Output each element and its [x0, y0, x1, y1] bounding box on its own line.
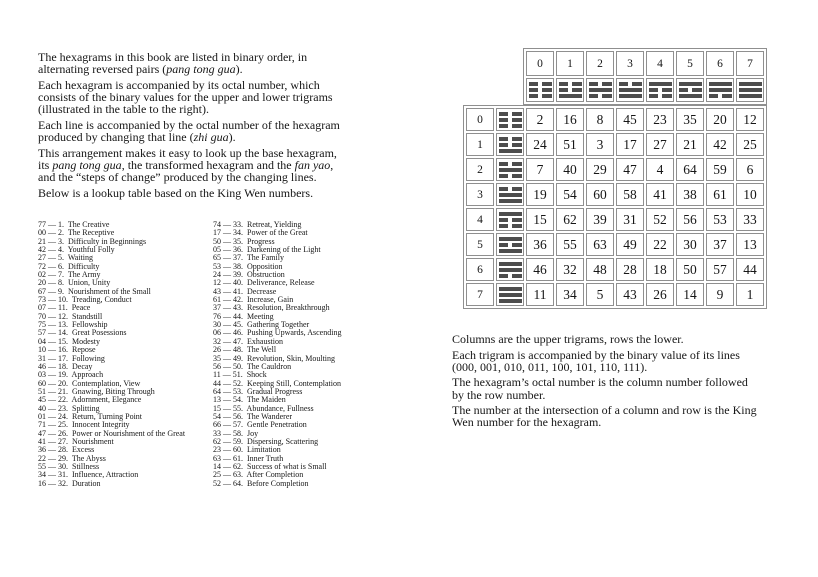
- table-caption-text: [452, 333, 800, 432]
- hexagram-list-item: 00 — 2. The Receptive: [38, 228, 115, 238]
- hexagram-list-item: 60 — 20. Contemplation, View: [38, 378, 141, 388]
- paragraph: Each hexagram is accompanied by its octal number, which consists of the binary values for the upper and lower trigrams (illustrated in the table to the right).: [38, 77, 333, 117]
- king-wen-cell: 32: [556, 258, 584, 281]
- hexagram-list-item: 36 — 28. Excess: [38, 445, 95, 455]
- row-trigram-5: [496, 233, 524, 256]
- trigram-icon: [499, 262, 522, 278]
- hexagram-list-item: 66 — 57. Gentle Penetration: [213, 420, 307, 430]
- paragraph: Each trigram is accompanied by the binary value of its lines (000, 001, 010, 011, 100, 101, 110, 111).: [452, 347, 740, 374]
- paragraph: Below is a lookup table based on the King Wen numbers.: [38, 185, 314, 200]
- hexagram-list-item: 64 — 53. Gradual Progress: [213, 386, 303, 396]
- trigram-icon: [709, 82, 732, 98]
- hexagram-list-item: 74 — 33. Retreat, Yielding: [213, 220, 302, 229]
- column-trigram-5: [676, 78, 704, 102]
- king-wen-cell: 49: [616, 233, 644, 256]
- hexagram-list-item: 63 — 61. Inner Truth: [213, 453, 284, 463]
- king-wen-cell: 48: [586, 258, 614, 281]
- king-wen-cell: 8: [586, 108, 614, 131]
- trigram-icon: [589, 82, 612, 98]
- hexagram-list-item: 42 — 4. Youthful Folly: [38, 245, 115, 255]
- hexagram-list-item: 02 — 7. The Army: [38, 270, 101, 280]
- king-wen-cell: 47: [616, 158, 644, 181]
- row-trigram-6: [496, 258, 524, 281]
- king-wen-cell: 41: [646, 183, 674, 206]
- hexagram-list-item: 72 — 6. Difficulty: [38, 261, 100, 271]
- king-wen-cell: 33: [736, 208, 764, 231]
- king-wen-cell: 34: [556, 283, 584, 306]
- upper-trigram-header: [523, 48, 767, 105]
- king-wen-body: [463, 105, 767, 309]
- trigram-icon: [499, 287, 522, 303]
- column-trigram-1: [556, 78, 584, 102]
- king-wen-cell: 60: [586, 183, 614, 206]
- king-wen-cell: 6: [736, 158, 764, 181]
- hexagram-list-item: 15 — 55. Abundance, Fullness: [213, 403, 314, 413]
- column-trigram-0: [526, 78, 554, 102]
- row-trigram-1: [496, 133, 524, 156]
- king-wen-cell: 12: [736, 108, 764, 131]
- hexagram-list-item: 37 — 43. Resolution, Breakthrough: [213, 303, 330, 313]
- king-wen-cell: 19: [526, 183, 554, 206]
- row-trigram-4: [496, 208, 524, 231]
- king-wen-cell: 45: [616, 108, 644, 131]
- king-wen-cell: 24: [526, 133, 554, 156]
- hexagram-list-item: 41 — 27. Nourishment: [38, 436, 114, 446]
- hexagram-list-item: 52 — 64. Before Completion: [213, 478, 309, 488]
- column-header-7: 7: [736, 51, 764, 76]
- king-wen-cell: 46: [526, 258, 554, 281]
- hexagram-list-item: 07 — 11. Peace: [38, 303, 91, 313]
- row-header-6: 6: [466, 258, 494, 281]
- king-wen-cell: 29: [586, 158, 614, 181]
- column-header-4: 4: [646, 51, 674, 76]
- hexagram-list-item: 30 — 45. Gathering Together: [213, 320, 310, 330]
- column-header-2: 2: [586, 51, 614, 76]
- hexagram-list-item: 51 — 21. Gnawing, Biting Through: [38, 386, 155, 396]
- hexagram-list-item: 65 — 37. The Family: [213, 253, 284, 263]
- hexagram-list-item: 32 — 47. Exhaustion: [213, 336, 283, 346]
- trigram-icon: [499, 112, 522, 128]
- king-wen-cell: 35: [676, 108, 704, 131]
- hexagram-list-item: 04 — 15. Modesty: [38, 336, 100, 346]
- trigram-icon: [499, 162, 522, 178]
- row-header-3: 3: [466, 183, 494, 206]
- trigram-icon: [649, 82, 672, 98]
- king-wen-cell: 15: [526, 208, 554, 231]
- king-wen-cell: 54: [556, 183, 584, 206]
- king-wen-cell: 43: [616, 283, 644, 306]
- king-wen-cell: 44: [736, 258, 764, 281]
- hexagram-list-item: 57 — 14. Great Posessions: [38, 328, 127, 338]
- king-wen-cell: 64: [676, 158, 704, 181]
- row-header-5: 5: [466, 233, 494, 256]
- king-wen-cell: 30: [676, 233, 704, 256]
- king-wen-cell: 5: [586, 283, 614, 306]
- king-wen-cell: 37: [706, 233, 734, 256]
- king-wen-lookup-table: [463, 48, 767, 309]
- trigram-icon: [499, 237, 522, 253]
- column-header-5: 5: [676, 51, 704, 76]
- king-wen-cell: 50: [676, 258, 704, 281]
- hexagram-list-item: 61 — 42. Increase, Gain: [213, 295, 294, 305]
- king-wen-cell: 23: [646, 108, 674, 131]
- row-trigram-3: [496, 183, 524, 206]
- column-trigram-4: [646, 78, 674, 102]
- column-trigram-6: [706, 78, 734, 102]
- hexagram-list-item: 21 — 3. Difficulty in Beginnings: [38, 236, 147, 246]
- paragraph: This arrangement makes it easy to look up the base hexagram, its pang tong gua, the transformed hexagram and the fan yao, and the “steps of change” produced by the changing lines.: [38, 145, 337, 184]
- hexagram-list-item: 47 — 26. Power or Nourishment of the Great: [38, 428, 186, 438]
- king-wen-cell: 36: [526, 233, 554, 256]
- hexagram-list-item: 27 — 5. Waiting: [38, 253, 93, 263]
- row-header-0: 0: [466, 108, 494, 131]
- hexagram-list-item: 53 — 38. Opposition: [213, 261, 283, 271]
- paragraph: The number at the intersection of a column and row is the King Wen number for the hexagram.: [452, 403, 757, 430]
- hexagram-list-item: 67 — 9. Nourishment of the Small: [38, 286, 151, 296]
- hexagram-lookup-list: [38, 221, 341, 488]
- hexagram-list-item: 03 — 19. Approach: [38, 370, 104, 380]
- king-wen-cell: 59: [706, 158, 734, 181]
- king-wen-cell: 14: [676, 283, 704, 306]
- trigram-icon: [619, 82, 642, 98]
- king-wen-cell: 40: [556, 158, 584, 181]
- king-wen-cell: 31: [616, 208, 644, 231]
- hexagram-list-item: 75 — 13. Fellowship: [38, 320, 108, 330]
- paragraph: Each line is accompanied by the octal number of the hexagram produced by changing that line (zhi gua).: [38, 117, 340, 144]
- king-wen-cell: 52: [646, 208, 674, 231]
- left-intro-text: [38, 51, 462, 202]
- king-wen-cell: 61: [706, 183, 734, 206]
- king-wen-cell: 63: [586, 233, 614, 256]
- king-wen-cell: 11: [526, 283, 554, 306]
- king-wen-cell: 39: [586, 208, 614, 231]
- hexagram-list-item: 70 — 12. Standstill: [38, 311, 103, 321]
- trigram-icon: [499, 187, 522, 203]
- king-wen-cell: 21: [676, 133, 704, 156]
- king-wen-cell: 38: [676, 183, 704, 206]
- king-wen-cell: 3: [586, 133, 614, 156]
- hexagram-list-item: 40 — 23. Splitting: [38, 403, 100, 413]
- column-header-3: 3: [616, 51, 644, 76]
- trigram-icon: [559, 82, 582, 98]
- hexagram-list-item: 26 — 48. The Well: [213, 345, 277, 355]
- king-wen-cell: 1: [736, 283, 764, 306]
- king-wen-cell: 58: [616, 183, 644, 206]
- king-wen-cell: 20: [706, 108, 734, 131]
- king-wen-cell: 55: [556, 233, 584, 256]
- hexagram-list-item: 13 — 54. The Maiden: [213, 395, 286, 405]
- king-wen-cell: 10: [736, 183, 764, 206]
- hexagram-list-item: 20 — 8. Union, Unity: [38, 278, 111, 288]
- hexagram-list-item: 54 — 56. The Wanderer: [213, 411, 293, 421]
- hexagram-list-item: 22 — 29. The Abyss: [38, 453, 106, 463]
- king-wen-cell: 17: [616, 133, 644, 156]
- hexagram-list-item: 76 — 44. Meeting: [213, 311, 274, 321]
- row-trigram-0: [496, 108, 524, 131]
- hexagram-list-item: 06 — 46. Pushing Upwards, Ascending: [213, 328, 342, 338]
- hexagram-list-item: 50 — 35. Progress: [213, 236, 275, 246]
- row-header-4: 4: [466, 208, 494, 231]
- king-wen-cell: 56: [676, 208, 704, 231]
- hexagram-list-item: 05 — 36. Darkening of the Light: [213, 245, 321, 255]
- hexagram-list-column-1: [38, 221, 213, 488]
- hexagram-list-item: 45 — 22. Adornment, Elegance: [38, 395, 142, 405]
- king-wen-cell: 18: [646, 258, 674, 281]
- column-trigram-3: [616, 78, 644, 102]
- column-header-0: 0: [526, 51, 554, 76]
- king-wen-cell: 62: [556, 208, 584, 231]
- hexagram-list-item: 25 — 63. After Completion: [213, 470, 304, 480]
- trigram-icon: [499, 137, 522, 153]
- hexagram-list-item: 14 — 62. Success of what is Small: [213, 461, 327, 471]
- king-wen-cell: 51: [556, 133, 584, 156]
- king-wen-cell: 28: [616, 258, 644, 281]
- hexagram-list-item: 43 — 41. Decrease: [213, 286, 277, 296]
- hexagram-list-item: 56 — 50. The Cauldron: [213, 361, 292, 371]
- king-wen-cell: 53: [706, 208, 734, 231]
- hexagram-list-item: 12 — 40. Deliverance, Release: [213, 278, 315, 288]
- king-wen-cell: 4: [646, 158, 674, 181]
- hexagram-list-item: 73 — 10. Treading, Conduct: [38, 295, 132, 305]
- hexagram-list-item: 62 — 59. Dispersing, Scattering: [213, 436, 319, 446]
- king-wen-cell: 16: [556, 108, 584, 131]
- row-trigram-7: [496, 283, 524, 306]
- king-wen-cell: 9: [706, 283, 734, 306]
- hexagram-list-item: 44 — 52. Keeping Still, Contemplation: [213, 378, 341, 388]
- trigram-icon: [739, 82, 762, 98]
- hexagram-list-item: 11 — 51. Shock: [213, 370, 267, 380]
- hexagram-list-item: 31 — 17. Following: [38, 353, 105, 363]
- paragraph: The hexagram’s octal number is the column number followed by the row number.: [452, 375, 748, 402]
- hexagram-list-column-2: [213, 221, 341, 488]
- king-wen-cell: 26: [646, 283, 674, 306]
- column-trigram-2: [586, 78, 614, 102]
- king-wen-cell: 25: [736, 133, 764, 156]
- row-header-7: 7: [466, 283, 494, 306]
- hexagram-list-item: 16 — 32. Duration: [38, 478, 101, 488]
- row-trigram-2: [496, 158, 524, 181]
- king-wen-cell: 27: [646, 133, 674, 156]
- trigram-icon: [499, 212, 522, 228]
- king-wen-cell: 42: [706, 133, 734, 156]
- king-wen-cell: 13: [736, 233, 764, 256]
- trigram-icon: [679, 82, 702, 98]
- column-header-1: 1: [556, 51, 584, 76]
- column-trigram-7: [736, 78, 764, 102]
- trigram-icon: [529, 82, 552, 98]
- hexagram-list-item: 46 — 18. Decay: [38, 361, 93, 371]
- king-wen-cell: 7: [526, 158, 554, 181]
- hexagram-list-item: 17 — 34. Power of the Great: [213, 228, 308, 238]
- hexagram-list-item: 33 — 58. Joy: [213, 428, 259, 438]
- row-header-2: 2: [466, 158, 494, 181]
- hexagram-list-item: 35 — 49. Revolution, Skin, Moulting: [213, 353, 336, 363]
- hexagram-list-item: 55 — 30. Stillness: [38, 461, 100, 471]
- king-wen-cell: 57: [706, 258, 734, 281]
- king-wen-cell: 22: [646, 233, 674, 256]
- hexagram-list-item: 24 — 39. Obstruction: [213, 270, 285, 280]
- paragraph: Columns are the upper trigrams, rows the lower.: [452, 332, 684, 346]
- row-header-1: 1: [466, 133, 494, 156]
- hexagram-list-item: 10 — 16. Repose: [38, 345, 96, 355]
- hexagram-list-item: 34 — 31. Influence, Attraction: [38, 470, 139, 480]
- hexagram-list-item: 71 — 25. Innocent Integrity: [38, 420, 130, 430]
- hexagram-list-item: 77 — 1. The Creative: [38, 220, 110, 229]
- hexagram-list-item: 23 — 60. Limitation: [213, 445, 281, 455]
- paragraph: The hexagrams in this book are listed in binary order, in alternating reversed pairs (pang tong gua).: [38, 50, 308, 77]
- king-wen-cell: 2: [526, 108, 554, 131]
- column-header-6: 6: [706, 51, 734, 76]
- hexagram-list-item: 01 — 24. Return, Turning Point: [38, 411, 143, 421]
